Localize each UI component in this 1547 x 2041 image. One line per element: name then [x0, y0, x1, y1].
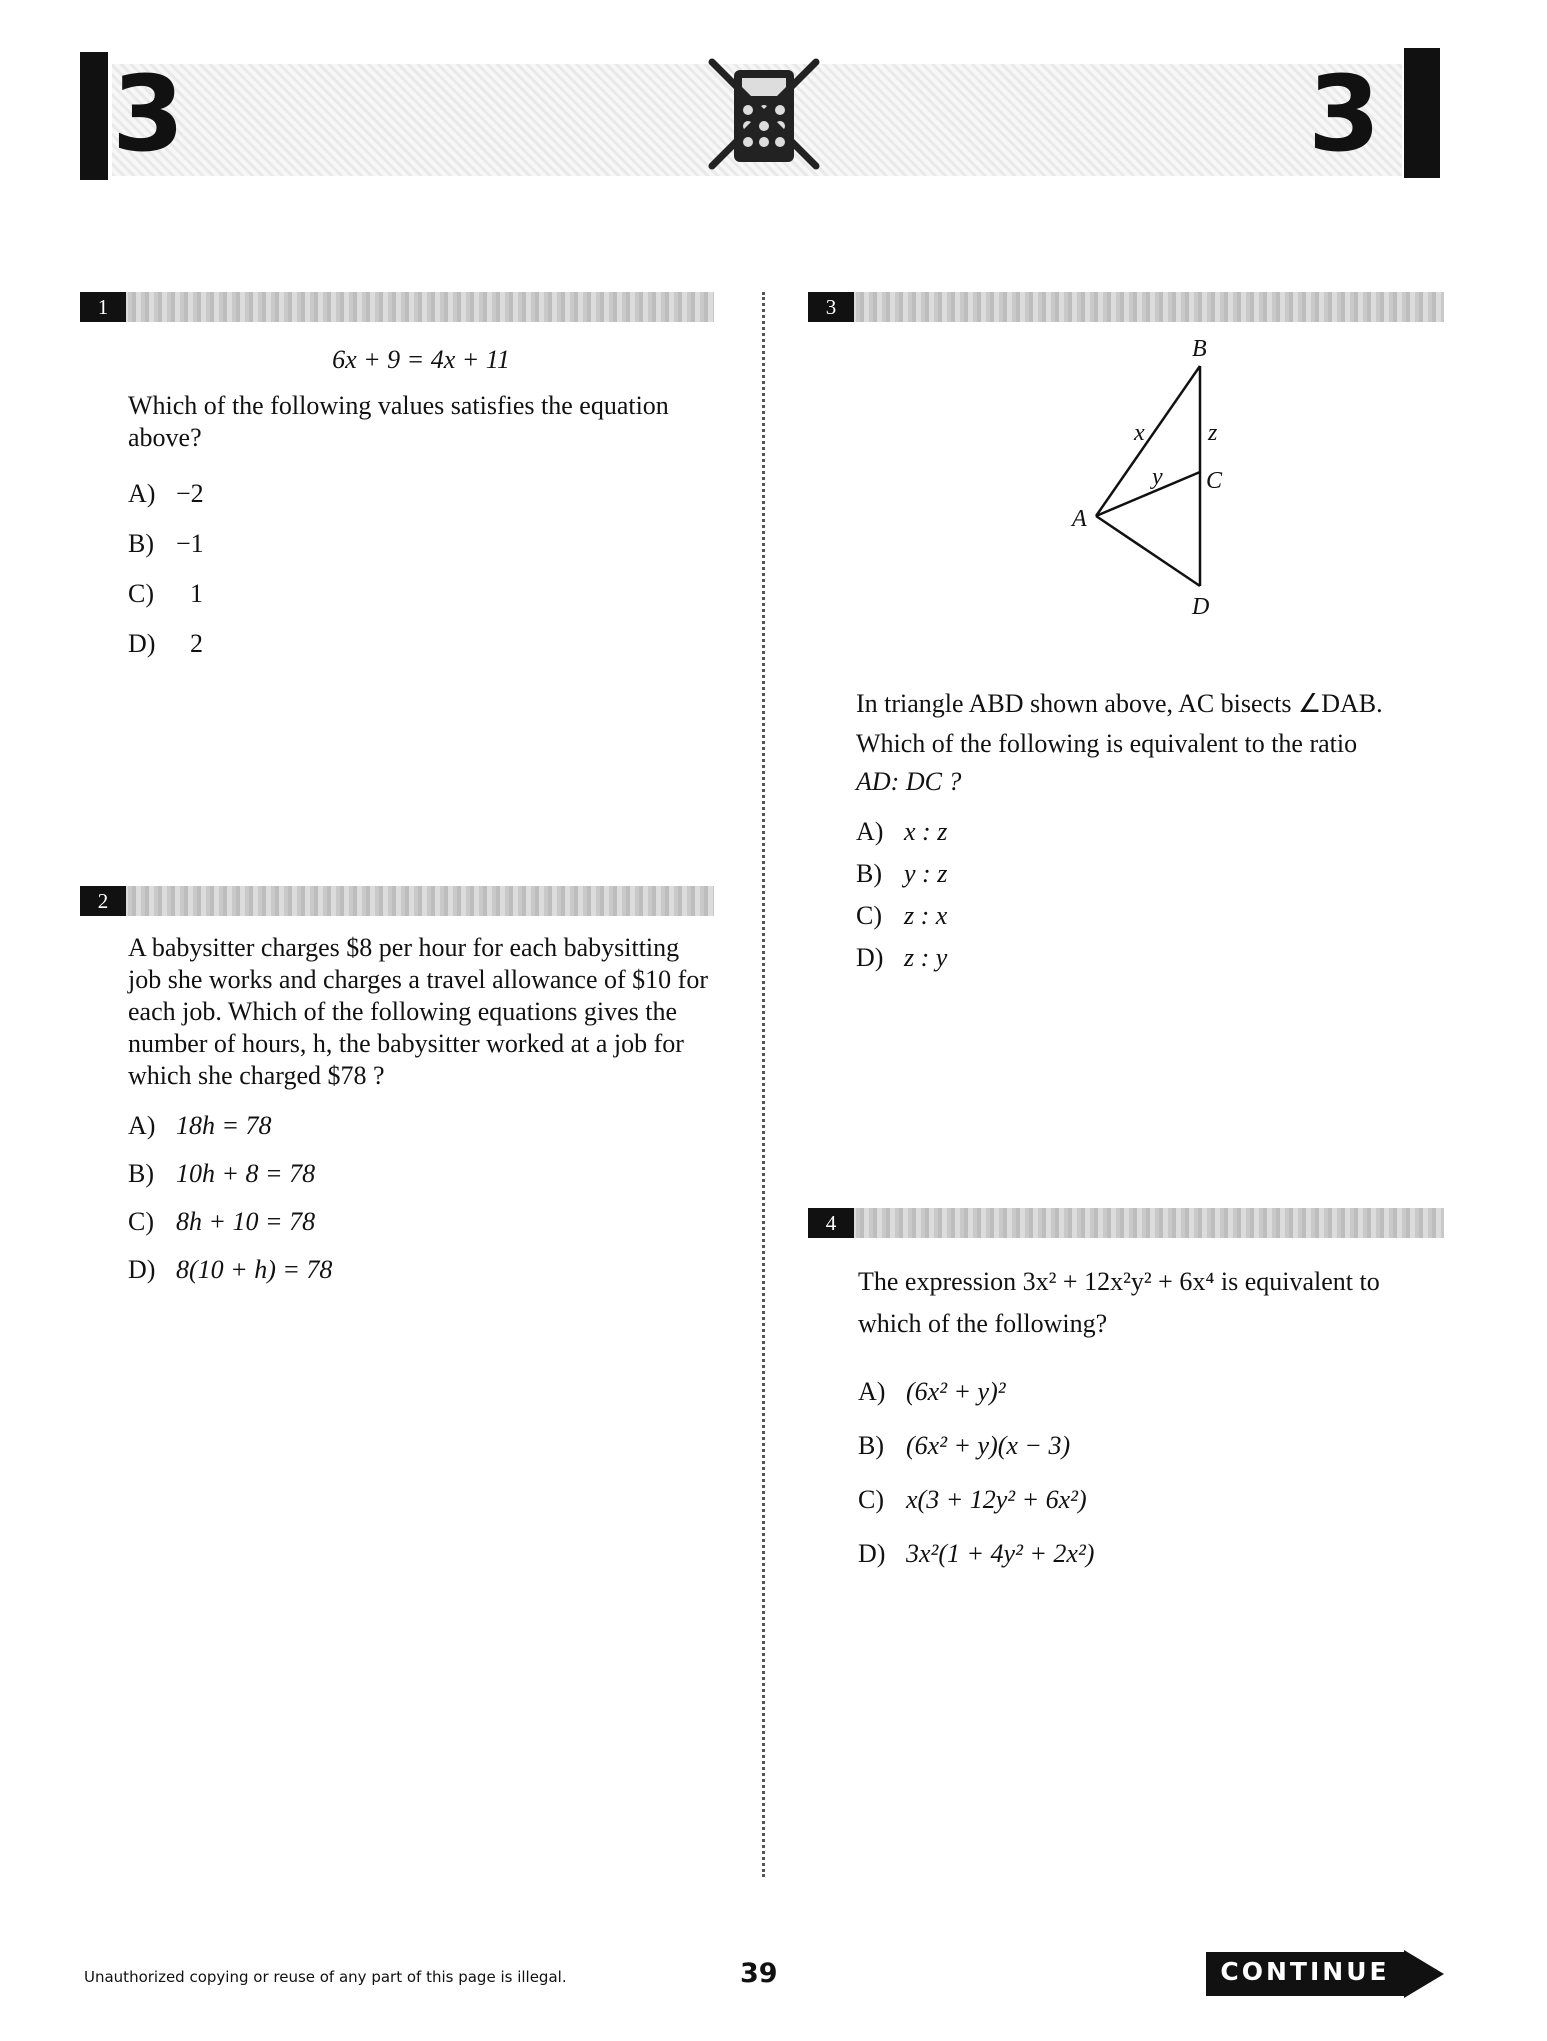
copyright-notice: Unauthorized copying or reuse of any part of this page is illegal. [84, 1968, 567, 1986]
vertex-c-label: C [1206, 468, 1223, 494]
question-4-choice-c[interactable] [858, 1484, 1087, 1516]
choice-letter: A) [858, 1377, 886, 1406]
side-x-label: x [1134, 420, 1145, 446]
choice-letter: B) [128, 529, 154, 558]
question-1-choice-c[interactable] [128, 578, 203, 610]
question-4-choice-d[interactable] [858, 1538, 1094, 1570]
question-4-choice-a[interactable] [858, 1376, 1006, 1408]
choice-letter: C) [128, 579, 154, 608]
vertex-a-label: A [1072, 506, 1087, 532]
continue-label: CONTINUE [1220, 1957, 1390, 1986]
page-number: 39 [740, 1958, 778, 1989]
choice-text: y : z [904, 859, 948, 888]
section-number-right: 3 [1308, 53, 1381, 175]
question-2-number: 2 [80, 886, 126, 916]
question-2-stem: A babysitter charges $8 per hour for each babysitting job she works and charges a travel allowance of $10 for each job. Which of the following equations gives the number of hours, h, the babysitter worked at a job for which she charged $78 ? [128, 933, 708, 1090]
choice-text: −1 [176, 529, 204, 558]
question-3-choice-c[interactable] [856, 900, 947, 932]
vertex-b-label: B [1192, 336, 1207, 362]
choice-text: (6x² + y)² [906, 1377, 1006, 1406]
question-4-stem-line-1: The expression 3x² + 12x²y² + 6x⁴ is equivalent to [858, 1267, 1380, 1296]
question-4-bar [808, 1208, 1444, 1238]
question-2-bar [80, 886, 714, 916]
choice-text: x(3 + 12y² + 6x²) [906, 1485, 1087, 1514]
section-marker-right [1404, 48, 1440, 178]
choice-letter: C) [858, 1485, 884, 1514]
question-2-choice-b[interactable] [128, 1158, 315, 1190]
choice-letter: B) [858, 1431, 884, 1460]
question-4-stem-line-2: which of the following? [858, 1309, 1108, 1338]
segment-y-label: y [1152, 464, 1163, 490]
choice-text: x : z [904, 817, 948, 846]
section-number-left: 3 [112, 53, 185, 175]
choice-text: 2 [190, 629, 203, 658]
question-3-stem-line-1: In triangle ABD shown above, AC bisects ∠DAB. [856, 689, 1383, 718]
question-1-equation: 6x + 9 = 4x + 11 [332, 345, 510, 374]
question-2-choice-d[interactable] [128, 1254, 332, 1286]
choice-text: −2 [176, 479, 204, 508]
choice-text: (6x² + y)(x − 3) [906, 1431, 1071, 1460]
question-1-bar [80, 292, 714, 322]
question-3-number: 3 [808, 292, 854, 322]
choice-letter: A) [128, 1111, 156, 1140]
question-1-stem: Which of the following values satisfies the equation above? [128, 391, 669, 452]
question-1-choice-a[interactable] [128, 478, 204, 510]
choice-letter: D) [856, 943, 884, 972]
choice-letter: D) [128, 629, 156, 658]
side-z-label: z [1208, 420, 1218, 446]
section-marker-left [80, 52, 108, 180]
choice-text: z : y [904, 943, 948, 972]
question-1-choice-b[interactable] [128, 528, 204, 560]
question-4-choice-b[interactable] [858, 1430, 1070, 1462]
choice-text: z : x [904, 901, 948, 930]
choice-letter: A) [856, 817, 884, 846]
column-divider [762, 292, 765, 1877]
choice-letter: D) [858, 1539, 886, 1568]
choice-letter: B) [856, 859, 882, 888]
choice-letter: D) [128, 1255, 156, 1284]
vertex-d-label: D [1192, 594, 1210, 620]
choice-text: 10h + 8 = 78 [176, 1159, 316, 1188]
choice-letter: B) [128, 1159, 154, 1188]
question-1-choice-d[interactable] [128, 628, 203, 660]
choice-text: 1 [190, 579, 203, 608]
choice-text: 8(10 + h) = 78 [176, 1255, 333, 1284]
no-calculator-icon [702, 52, 826, 176]
question-3-choice-a[interactable] [856, 816, 947, 848]
question-3-choice-d[interactable] [856, 942, 947, 974]
choice-text: 8h + 10 = 78 [176, 1207, 316, 1236]
question-4-number: 4 [808, 1208, 854, 1238]
choice-text: 18h = 78 [176, 1111, 272, 1140]
question-3-choice-b[interactable] [856, 858, 947, 890]
question-3-stem-line-3: AD: DC ? [856, 767, 962, 796]
question-1-number: 1 [80, 292, 126, 322]
choice-letter: C) [856, 901, 882, 930]
question-2-choice-a[interactable] [128, 1110, 272, 1142]
choice-letter: A) [128, 479, 156, 508]
triangle-abd-figure [1068, 336, 1248, 626]
question-3-bar [808, 292, 1444, 322]
side-ad [1096, 516, 1200, 586]
choice-letter: C) [128, 1207, 154, 1236]
choice-text: 3x²(1 + 4y² + 2x²) [906, 1539, 1095, 1568]
question-2-choice-c[interactable] [128, 1206, 315, 1238]
question-3-stem-line-2: Which of the following is equivalent to the ratio [856, 729, 1358, 758]
continue-button[interactable] [1206, 1950, 1446, 1998]
